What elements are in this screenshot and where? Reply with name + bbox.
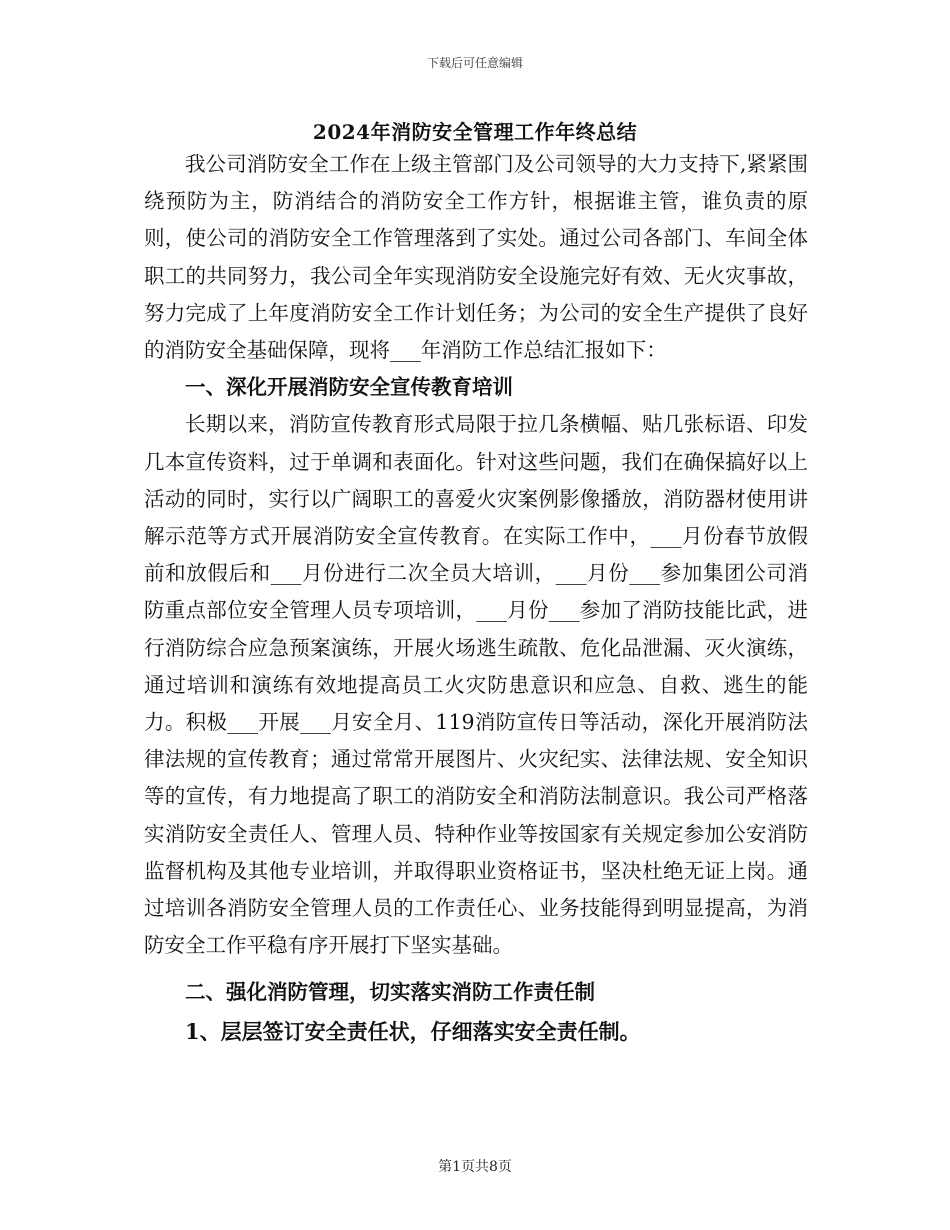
intro-paragraph: 我公司消防安全工作在上级主管部门及公司领导的大力支持下,紧紧围绕预防为主，防消结合的消防安全工作方针，根据谁主管，谁负责的原则，使公司的消防安全工作管理落到了实处。通过公司各部门、车间全体职工的共同努力，我公司全年实现消防安全设施完好有效、无火灾事故，努力完成了上年度消防安全工作计划任务；为公司的安全生产提供了良好的消防安全基础保障，现将___年消防工作总结汇报如下：: [144, 152, 808, 363]
section-heading-1: 一、深化开展消防安全宣传教育培训: [185, 375, 513, 400]
page-footer: 第1页共8页: [438, 1159, 512, 1175]
header-note: 下载后可任意编辑: [426, 56, 523, 70]
document-body: [144, 146, 808, 1052]
document-title: 2024年消防安全管理工作年终总结: [312, 120, 638, 144]
section-heading-2: 二、强化消防管理，切实落实消防工作责任制: [185, 980, 595, 1005]
section-1-paragraph: 长期以来，消防宣传教育形式局限于拉几条横幅、贴几张标语、印发几本宣传资料，过于单调和表面化。针对这些问题，我们在确保搞好以上活动的同时，实行以广阔职工的喜爱火灾案例影像播放，消防器材使用讲解示范等方式开展消防安全宣传教育。在实际工作中，___月份春节放假前和放假后和___月份进行二次全员大培训，___月份___参加集团公司消防重点部位安全管理人员专项培训，___月份___参加了消防技能比武，进行消防综合应急预案演练，开展火场逃生疏散、危化品泄漏、灭火演练，通过培训和演练有效地提高员工火灾防患意识和应急、自救、逃生的能力。积极___开展___月安全月、119消防宣传日等活动，深化开展消防法律法规的宣传教育；通过常常开展图片、火灾纪实、法律法规、安全知识等的宣传，有力地提高了职工的消防安全和消防法制意识。我公司严格落实消防安全责任人、管理人员、特种作业等按国家有关规定参加公安消防监督机构及其他专业培训，并取得职业资格证书，坚决杜绝无证上岗。通过培训各消防安全管理人员的工作责任心、业务技能得到明显提高，为消防安全工作平稳有序开展打下坚实基础。: [144, 412, 808, 958]
subsection-heading-1: 1、层层签订安全责任状，仔细落实安全责任制。: [185, 1018, 641, 1044]
